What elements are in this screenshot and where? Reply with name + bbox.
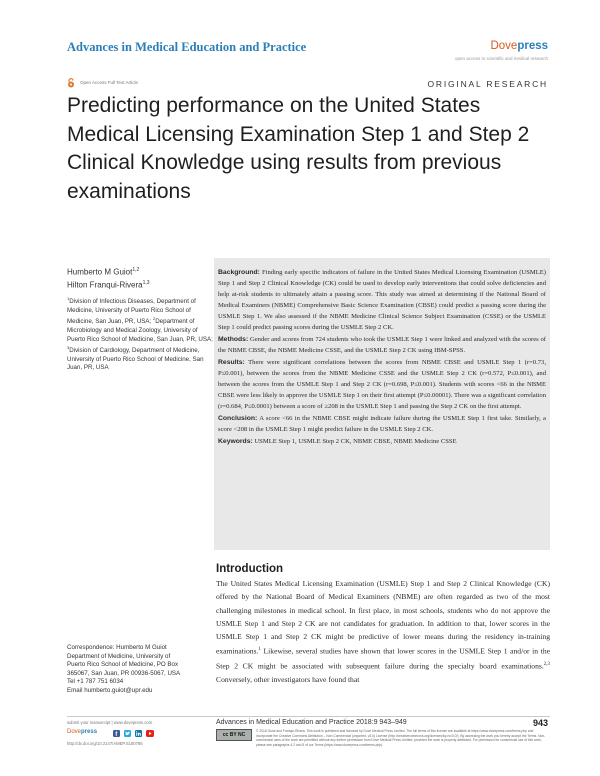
open-access-lock-icon xyxy=(67,78,75,88)
reference-1[interactable]: 1 xyxy=(258,647,261,653)
author-2[interactable]: Hilton Franqui-Rivera$^{1,3}$ xyxy=(67,279,150,290)
linkedin-icon[interactable] xyxy=(135,730,142,737)
svg-text:f: f xyxy=(115,732,118,737)
twitter-icon[interactable] xyxy=(124,730,131,737)
reference-2-3[interactable]: 2,3 xyxy=(543,662,550,668)
journal-name: Advances in Medical Education and Practice xyxy=(67,40,307,54)
open-access-label: Open Access Full Text Article xyxy=(80,80,138,85)
correspondence-email[interactable]: Email humberto.guiot@upr.edu xyxy=(67,686,153,694)
abstract-results: Results: There were significant correlations between the scores from NBME CBSE and USMLE Step 1 (r=0.73, P≤0.001), between the scores from the NBME Medicine CSSE and the USMLE Step 2 CK (r=0.572, P≤0.001), and between the scores from the USMLE Step 1 and Step 2 CK (r=0.698, P≤0.001). Students with scores <66 in the NBME CBSE were less likely to approve the USMLE Step 1 on their first attempt (P≤0.00001). There was a significant correlation (r=0.684, P≤0.0001) between a score of ≥208 in the USMLE Step 1 and passing the Step 2 CK on the first attempt. xyxy=(218,359,546,410)
author-list xyxy=(67,265,150,290)
youtube-icon[interactable] xyxy=(146,730,154,737)
article-title: Predicting performance on the United States Medical Licensing Examination Step 1 and Step 2 Clinical Knowledge using results from previous examinations xyxy=(67,94,530,203)
abstract-box xyxy=(214,258,550,550)
submit-manuscript-link[interactable]: submit your manuscript | www.dovepress.com xyxy=(67,720,153,725)
affiliations: $^1$Division of Infectious Diseases, Department of Medicine, University of Puerto Rico School of Medicine, San Juan, PR, USA; $^2$Department of Microbiology and Medical Zoology, University of Puerto Rico School of Medicine, San Juan, PR, USA; $^3$Division of Cardiology, Department of Medicine, University of Puerto Rico School of Medicine, San Juan, PR, USA xyxy=(67,296,213,372)
footer-citation: Advances in Medical Education and Practice 2018:9 943–949 xyxy=(216,719,407,726)
license-text: © 2018 Guiot and Franqui-Rivera. This work is published and licensed by Dove Medical Press Limited. The full terms of this license are available at https://www.dovepress.com/terms.php and incorporate the Creative Commons Attribution – Non Commercial (unported, v3.0) License (http://creativecommons.org/licenses/by-nc/3.0/). By accessing the work you hereby accept the Terms. Non-commercial uses of the work are permitted without any further permission from Dove Medical Press Limited, provided the work is properly attributed. For permission for commercial use of this work, please see paragraphs 4.2 and 5 of our Terms (https://www.dovepress.com/terms.php). xyxy=(256,729,546,747)
abstract-keywords: Keywords: USMLE Step 1, USMLE Step 2 CK, NBME CBSE, NBME Medicine CSSE xyxy=(218,438,457,445)
publisher-logo-press: press xyxy=(517,40,548,52)
correspondence: Correspondence: Humberto M Guiot Department of Medicine, University of Puerto Rico School of Medicine, PO Box 365067, San Juan, PR 00936-5067, USA Tel +1 787 751 6034 Email humberto.guiot@upr.edu xyxy=(67,644,217,696)
doi-link[interactable]: http://dx.doi.org/10.2147/AMEP.S180786 xyxy=(67,741,143,746)
publisher-logo[interactable] xyxy=(490,40,548,52)
page-number: 943 xyxy=(532,718,548,728)
article-type: ORIGINAL RESEARCH xyxy=(427,79,548,89)
abstract-methods: Methods: Gender and scores from 724 students who took the USMLE Step 1 were linked and analyzed with the scores of the NBME CBSE, the NBME Medicine CSSE, and the USMLE Step 2 CK using IBM-SPSS. xyxy=(218,336,546,354)
introduction-text: The United States Medical Licensing Examination (USMLE) Step 1 and Step 2 Clinical Knowledge (CK) offered by the National Board of Medical Examiners (NBME) are often regarded as two of the most challenging milestones in medical school. In first place, in most schools, students who do not approve the USMLE Step 1 and Step 2 CK are not candidates for graduation. In addition to that, lower scores in the USMLE Step 1 and Step 2 CK might be predictive of lower means during the residency in-training examinations.$^1$ Likewise, several studies have shown that lower scores in the USMLE Step 1 and/or in the Step 2 CK might be associated with subsequent failure during the specialty board examinations.$^{2,3}$ Conversely, other investigators have found that xyxy=(216,579,550,685)
abstract-background: Background: Finding early specific indicators of failure in the United States Medical Licensing Examination (USMLE) Step 1 and Step 2 Clinical Knowledge (CK) could be used to develop early interventions that could solve deficiencies and help at-risk students to ultimately attain a passing score. This study was aimed at determining if the National Board of Medical Examiners (NBME) Comprehensive Basic Science Examination (CBSE) could predict a passing score during the USMLE Step 1. We also assessed if the NBME Medicine Clinical Science Subject Examination (CSSE) or the USMLE Step 1 could predict passing scores during the USMLE Step 2 CK. xyxy=(218,269,546,331)
creative-commons-badge[interactable]: cc BY NC xyxy=(216,729,252,741)
facebook-icon[interactable] xyxy=(113,730,120,737)
abstract-conclusion: Conclusion: A score <66 in the NBME CBSE might indicate failure during the USMLE Step 1 first take. Similarly, a score <208 in the USMLE Step 1 might predict failure in the USMLE Step 2 CK. xyxy=(218,415,546,433)
footer-publisher-logo[interactable]: Dovepress xyxy=(67,729,98,735)
publisher-logo-dove: Dove xyxy=(490,40,518,52)
footer-divider xyxy=(67,716,550,717)
introduction-heading: Introduction xyxy=(216,563,284,575)
author-1[interactable]: Humberto M Guiot$^{1,2}$ xyxy=(67,267,140,277)
publisher-tagline: open access to scientific and medical research xyxy=(454,56,548,61)
